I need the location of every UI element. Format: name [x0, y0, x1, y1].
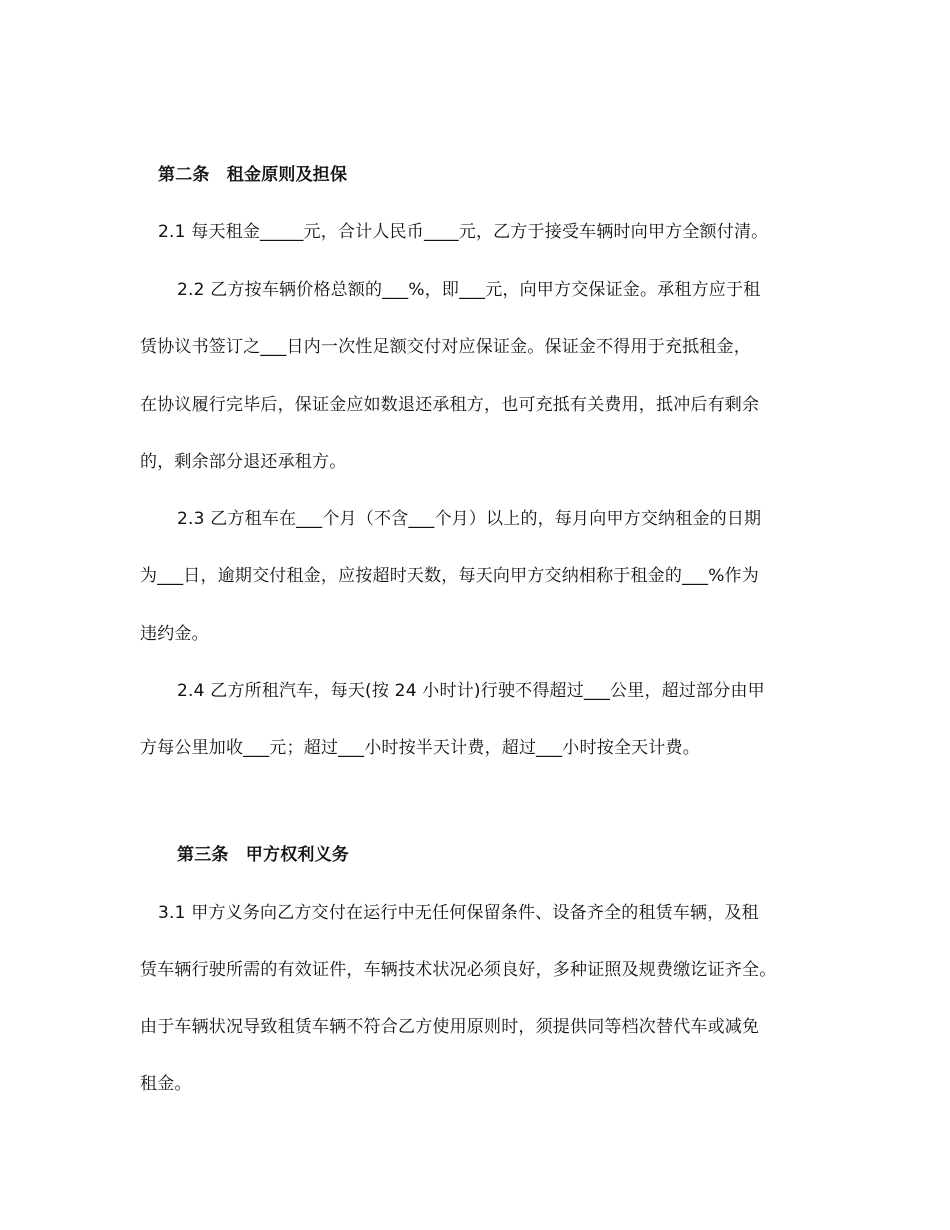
clause-2-2-line-3: 在协议履行完毕后，保证金应如数退还承租方，也可充抵有关费用，抵冲后有剩余	[140, 395, 760, 415]
clause-2-4-line-1: 2.4 乙方所租汽车，每天(按 24 小时计)行驶不得超过___公里，超过部分由甲	[177, 681, 765, 701]
clause-2-3-line-3: 违约金。	[140, 624, 209, 644]
clause-2-2-line-1: 2.2 乙方按车辆价格总额的___%，即___元，向甲方交保证金。承租方应于租	[177, 280, 761, 300]
section-2-heading: 第二条 租金原则及担保	[158, 165, 348, 185]
clause-2-2-line-4: 的，剩余部分退还承租方。	[140, 452, 347, 472]
clause-2-3-line-2: 为___日，逾期交付租金，应按超时天数，每天向甲方交纳相称于租金的___%作为	[140, 566, 759, 586]
clause-2-1-line-1: 2.1 每天租金_____元，合计人民币____元，乙方于接受车辆时向甲方全额付清。	[158, 222, 769, 242]
clause-2-4-line-2: 方每公里加收___元；超过___小时按半天计费，超过___小时按全天计费。	[140, 738, 700, 758]
clause-3-1-line-3: 由于车辆状况导致租赁车辆不符合乙方使用原则时，须提供同等档次替代车或减免	[140, 1017, 760, 1037]
clause-2-2-line-2: 赁协议书签订之___日内一次性足额交付对应保证金。保证金不得用于充抵租金，	[140, 337, 751, 357]
clause-3-1-line-2: 赁车辆行驶所需的有效证件，车辆技术状况必须良好，多种证照及规费缴讫证齐全。	[140, 960, 777, 980]
clause-2-3-line-1: 2.3 乙方租车在___个月（不含___个月）以上的，每月向甲方交纳租金的日期	[177, 509, 762, 529]
clause-3-1-line-1: 3.1 甲方义务向乙方交付在运行中无任何保留条件、设备齐全的租赁车辆，及租	[158, 903, 759, 923]
clause-3-1-line-4: 租金。	[140, 1074, 192, 1094]
section-3-heading: 第三条 甲方权利义务	[177, 845, 349, 865]
